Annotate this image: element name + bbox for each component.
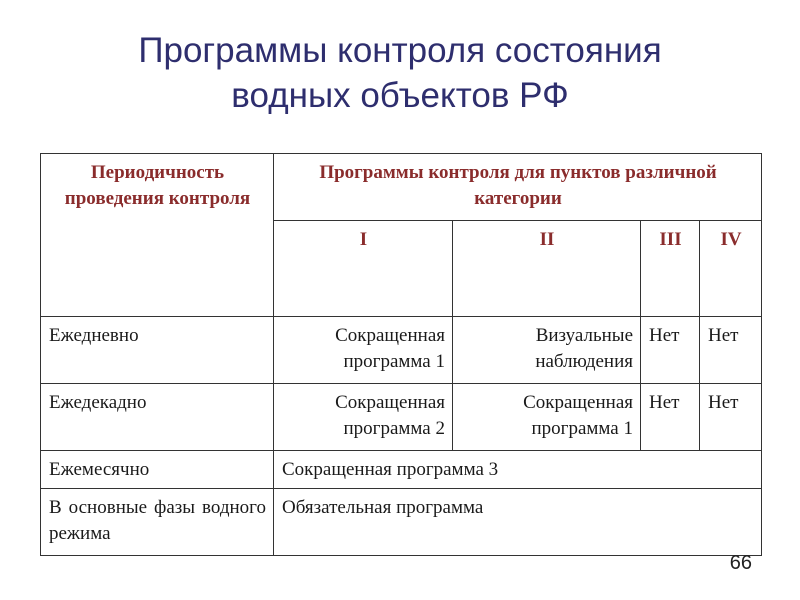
header-category-1: I <box>274 221 453 317</box>
header-category-4: IV <box>700 221 762 317</box>
header-programs <box>274 154 762 221</box>
header-category-3: III <box>641 221 700 317</box>
row-category-1-value: Сокращенная программа 1 <box>274 317 453 384</box>
row-period: Ежедневно <box>41 317 274 384</box>
row-merged-value: Сокращенная программа 3 <box>274 451 762 489</box>
row-category-4-value: Нет <box>700 384 762 451</box>
monitoring-programs-table <box>40 153 762 556</box>
table-row <box>41 489 762 556</box>
header-programs-label: Программы контроля для пунктов различной категории <box>319 162 717 209</box>
slide-title-line-2: водных объектов РФ <box>231 76 569 115</box>
row-category-1-value: Сокращенная программа 2 <box>274 384 453 451</box>
row-period: Ежемесячно <box>41 451 274 489</box>
table-row <box>41 384 762 451</box>
row-category-4-value: Нет <box>700 317 762 384</box>
row-period: В основные фазы водного режима <box>41 489 274 556</box>
table-header-row-1 <box>41 154 762 221</box>
table-row <box>41 451 762 489</box>
slide-title-line-1: Программы контроля состояния <box>138 31 662 70</box>
slide-title <box>0 28 800 118</box>
row-period: Ежедекадно <box>41 384 274 451</box>
header-category-2: II <box>453 221 641 317</box>
row-category-3-value: Нет <box>641 384 700 451</box>
header-periodicity-label: Периодичность проведения контроля <box>64 162 251 209</box>
header-periodicity <box>41 154 274 317</box>
row-category-3-value: Нет <box>641 317 700 384</box>
row-merged-value: Обязательная программа <box>274 489 762 556</box>
page-number: 66 <box>729 552 752 574</box>
row-category-2-value: Визуальные наблюдения <box>453 317 641 384</box>
row-category-2-value: Сокращенная программа 1 <box>453 384 641 451</box>
table-row <box>41 317 762 384</box>
